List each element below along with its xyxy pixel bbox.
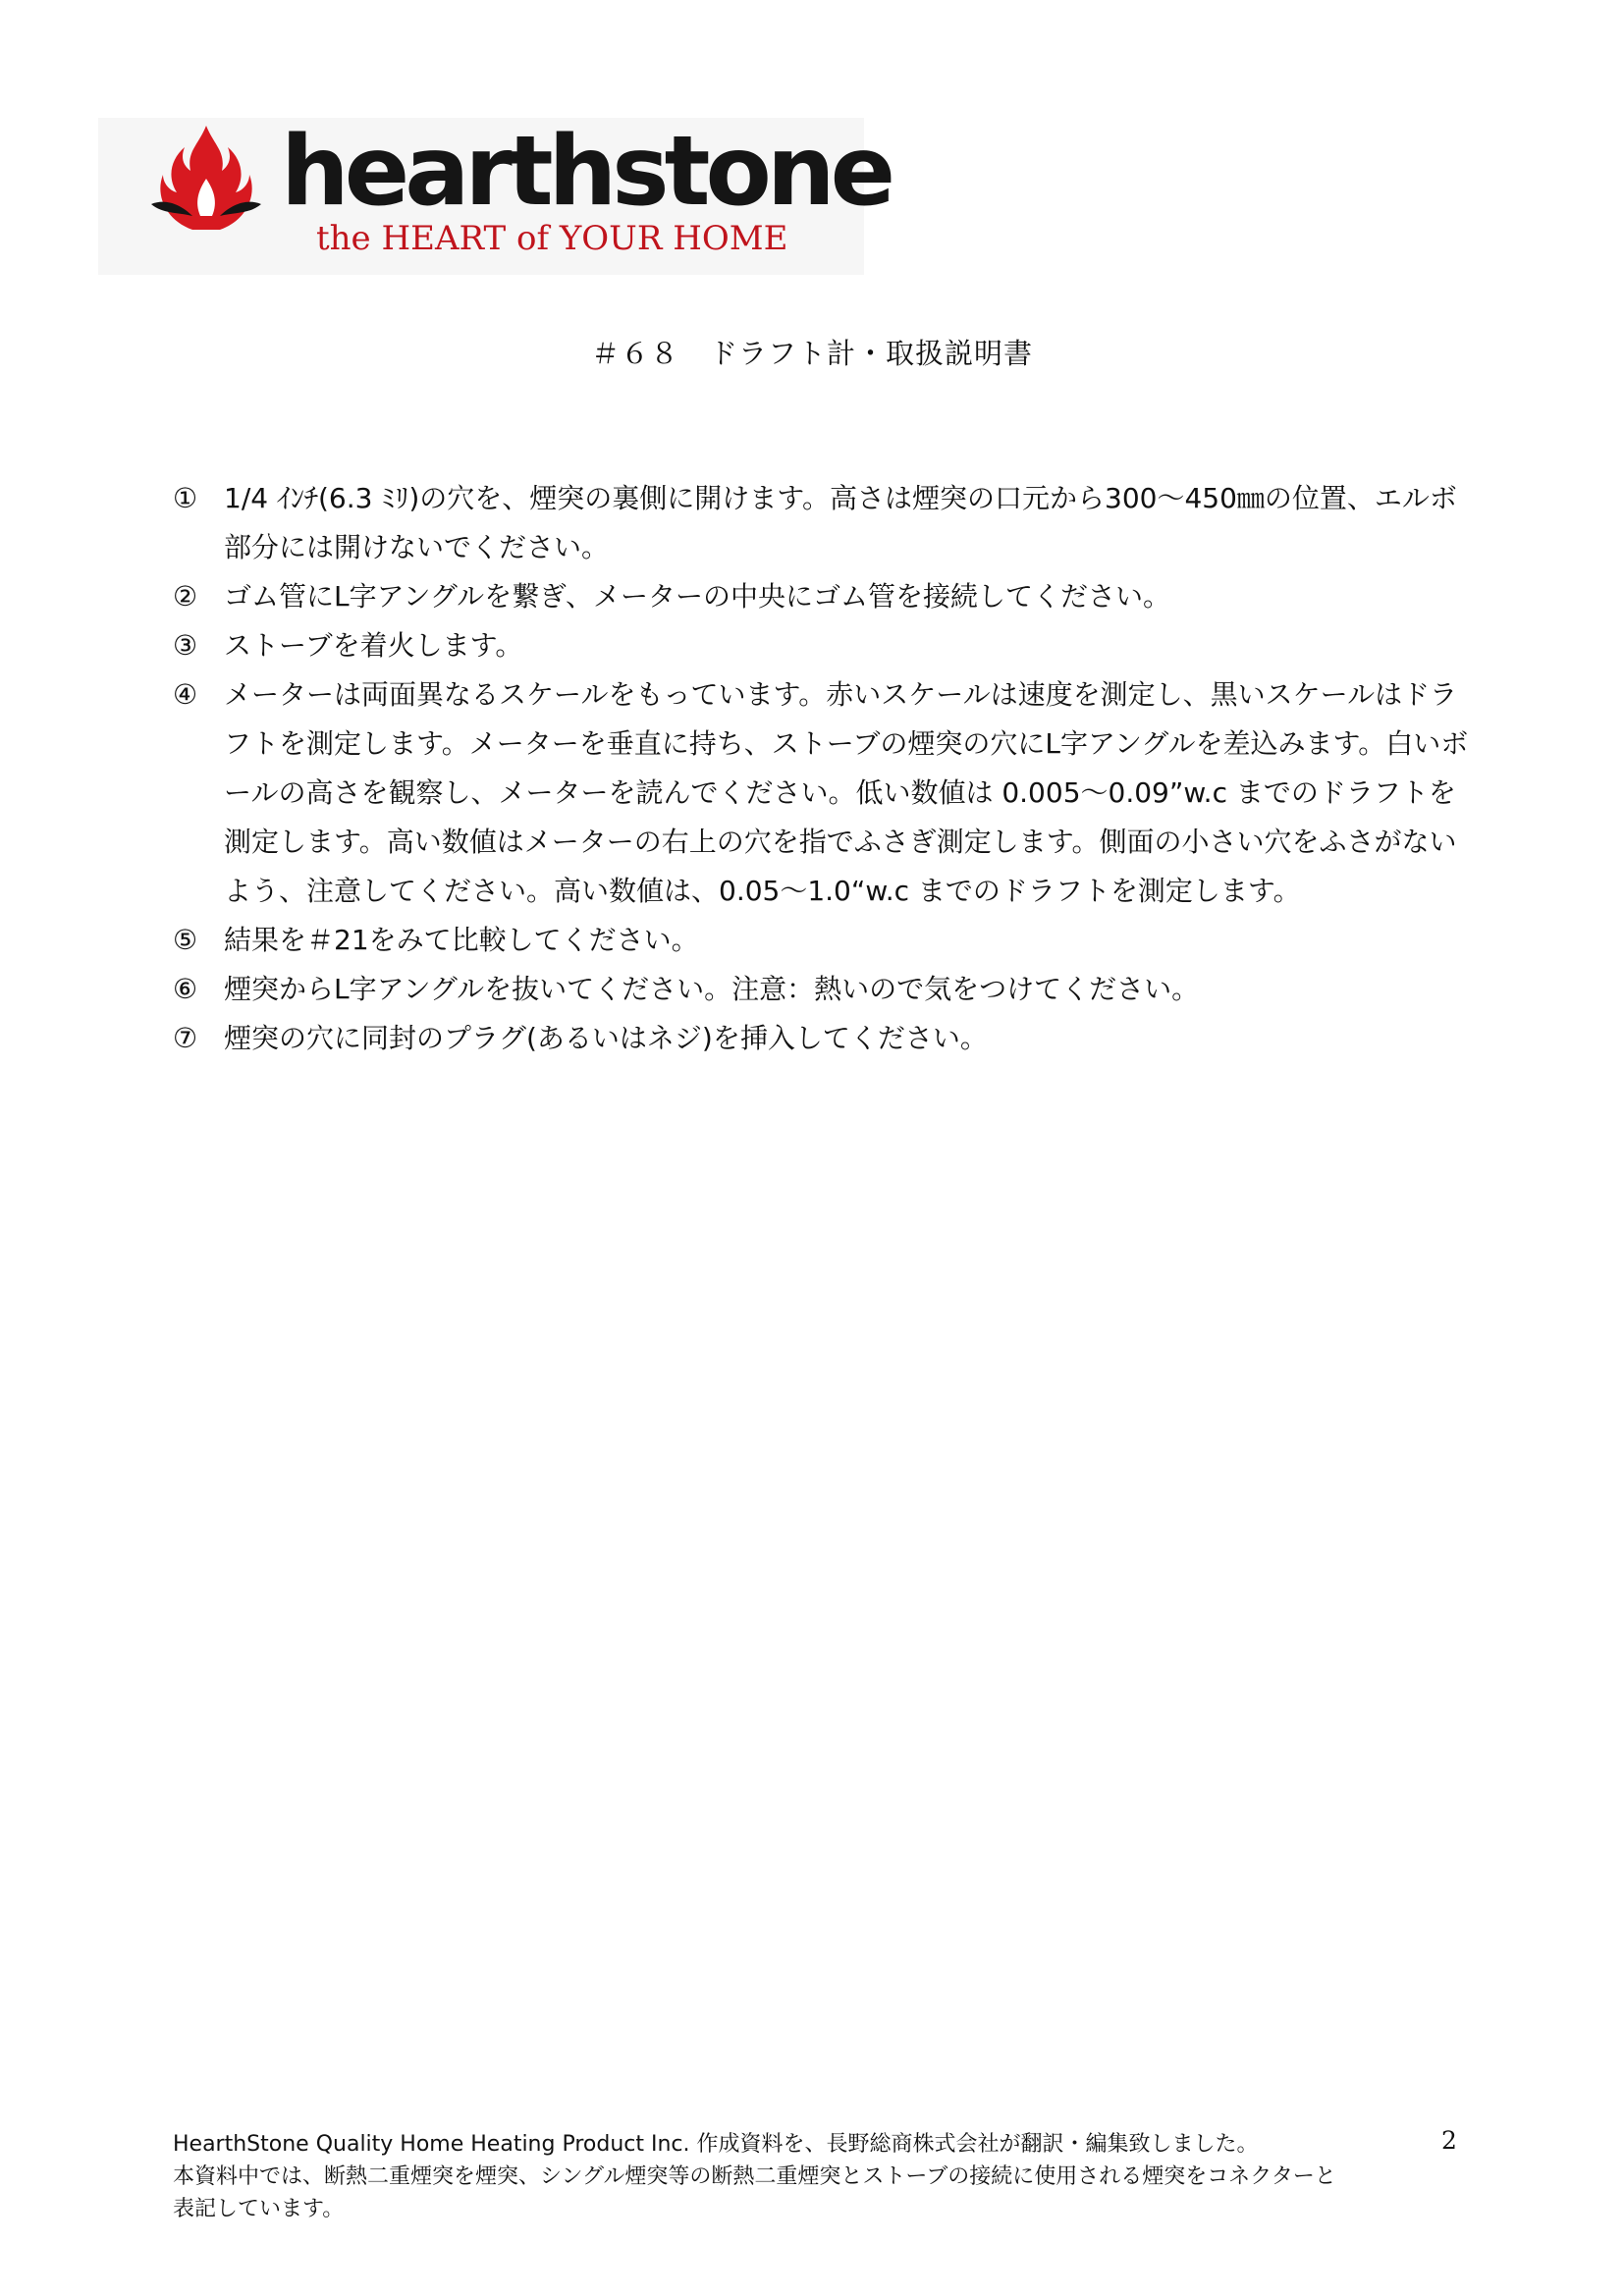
step-text: ゴム管にL字アングルを繋ぎ、メーターの中央にゴム管を接続してください。 [224,580,1170,613]
step-text: 煙突からL字アングルを抜いてください。注意：熱いので気をつけてください。 [224,973,1200,1005]
flame-icon [147,122,265,240]
step-number: ① [173,482,198,514]
step-text: メーターは両面異なるスケールをもっています。赤いスケールは速度を測定し、黒いスケールはドラフトを測定します。メーターを垂直に持ち、ストーブの煙突の穴にL字アングルを差込みます。白いボールの高さを観察し、メーターを読んでください。低い数値は 0.005～0.09”w.c までのドラフトを測定します。高い数値はメーターの右上の穴を指でふさぎ測定します。側面の小さい穴をふさがないよう、注意してください。高い数値は、0.05～1.0“w.c までのドラフトを測定します。 [224,678,1469,907]
step-text: ストーブを着火します。 [224,629,523,662]
logo-wordmark: hearthstone [281,116,892,228]
step-number: ⑤ [173,924,198,956]
step-4 [173,670,1469,916]
step-3 [173,621,1469,670]
step-7 [173,1014,1469,1063]
instruction-list [173,474,1469,1063]
step-number: ⑦ [173,1022,198,1054]
page-number: 2 [1441,2126,1457,2155]
footer-line: 本資料中では、断熱二重煙突を煙突、シングル煙突等の断熱二重煙突とストーブの接続に使用される煙突をコネクターと [173,2164,1336,2189]
footer-note [173,2128,1439,2225]
step-text: 1/4 ｲﾝﾁ(6.3 ﾐﾘ)の穴を、煙突の裏側に開けます。高さは煙突の口元から300～450㎜の位置、エルボ部分には開けないでください。 [224,482,1457,563]
step-number: ④ [173,678,198,711]
step-2 [173,572,1469,621]
logo-tagline: the HEART of YOUR HOME [316,219,788,258]
footer-line: HearthStone Quality Home Heating Product Inc. 作成資料を、長野総商株式会社が翻訳・編集致しました。 [173,2132,1259,2157]
step-number: ③ [173,629,198,662]
step-6 [173,965,1469,1014]
document-title: ＃６８ ドラフト計・取扱説明書 [590,337,1033,370]
footer-line: 表記しています。 [173,2197,345,2221]
step-number: ② [173,580,198,613]
step-text: 結果を＃21をみて比較してください。 [224,924,699,956]
company-logo [98,116,892,275]
step-1 [173,474,1469,572]
step-text: 煙突の穴に同封のプラグ(あるいはネジ)を挿入してください。 [224,1022,988,1054]
step-number: ⑥ [173,973,198,1005]
step-5 [173,916,1469,965]
